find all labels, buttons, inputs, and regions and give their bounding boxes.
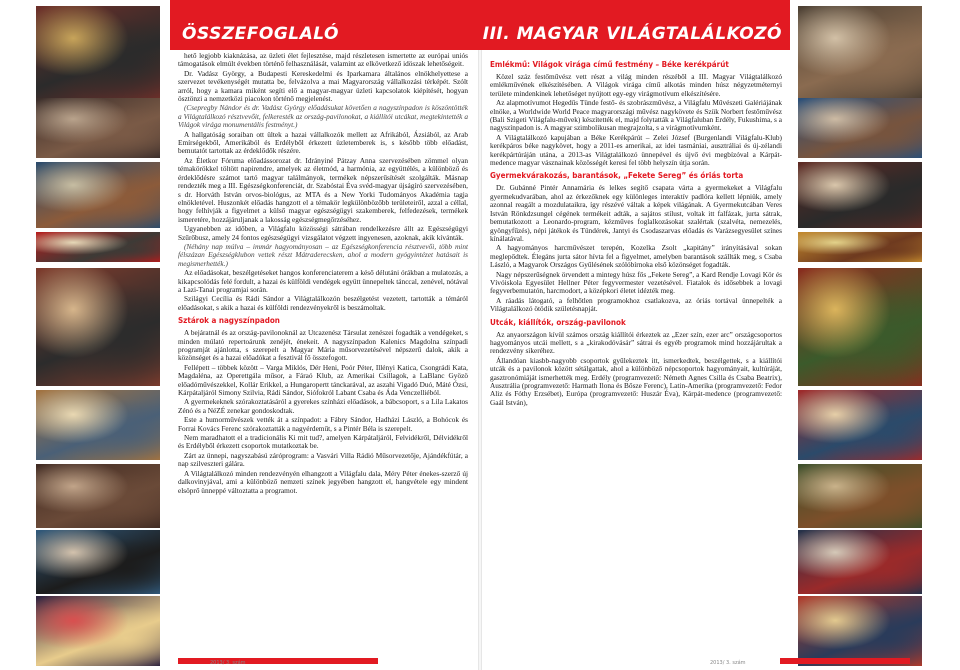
paragraph: Nem maradhatott el a tradicionális Ki mit tud?, amelyen Kárpátaljáról, Felvidékről, Délvidékről és Erdélyből érkezett csoportok mutatkoztak be. bbox=[178, 433, 468, 451]
paragraph: Az Életkor Fóruma előadássorozat dr. Idrányiné Pátzay Anna szervezésében zömmel olyan témakörökkel töltött napirendre, amelyek az életmód, a harmónia, az együttélés, a különböző és érdeklődésre számot tartó magyar találmányok, termékek népszerűsítését szolgálták. Másnap rendezték meg a III. Egészségkonferenciát, dr. Szabóstai Éva svéd-magyar újságíró szervezésében, s dr. Horváth István orvos-biológus, az MTA és a New Yorki Tudományos Akadémia tagja elnökletével. Huszonkét előadás hangzott el a témakör legkülönbözőbb területeiről, azzal a céllal, hogy felhívják a figyelmet a külső magyar egészségügyi szakemberek, felfedezések, termékek ismeretére, hozzájáruljanak a lakosság egészségmegőrzéséhez. bbox=[178, 155, 468, 224]
paragraph: Állandóan kiasbb-nagyobb csoportok gyűlekeztek itt, ismerkedtek, beszélgettek, s a kiállítói utcák és a pavilonok között sétálgattak, ahol a különböző népcsoportok hagyományait, kultúráját, gasztronómiáját ismerhették meg. Erdély (programvezető: Németh Agnes Csilla és Csaba Beatrix), Ausztrália (programvezető: Harmath Ilona és Bősze Ferenc), Latin-Amerika (programvezető: Fedor Aliz és Fóthy Erzsébet), Európa (programvezető: Huszár Éva), Kárpát-medence (programvezető: Gaál István), bbox=[490, 355, 782, 407]
right-article-body bbox=[490, 56, 782, 652]
left-header-title: ÖSSZEFOGLALÓ bbox=[182, 24, 339, 44]
left-subheading: Sztárok a nagyszínpadon bbox=[178, 316, 280, 326]
photo-handicraft bbox=[798, 464, 922, 528]
left-paragraphs bbox=[178, 52, 468, 312]
paragraph: Dr. Gubánné Pintér Annamária és lelkes segítő csapata várta a gyermekeket a Világfalu gyermekudvarában, ahol az érkezőknek egy különleges interaktív padlóra kellett lépniük, amely azonnal reagált a mozdulataikra, így részévé váltak a képek világának. A Gyermekutcában Veres István Rönkdzsungel cégének termékeit adták, a sajátos stílust, voltak itt falfázak, jurta sátrak, bemutatkozott a Leonardo-program, kézműves foglalkozásokat szalértak (szalvéta, nemezelés, gyöngyfűzés), népi játékok és Tündérek, Jantyi és Csodaszarvas előadás és Varázsegyesület színes kínálatával. bbox=[490, 183, 782, 243]
right-footer-bar bbox=[780, 658, 910, 664]
paragraph: Az anyaországon kívül számos ország kiállítói érkeztek az „Ezer szín, ezer arc” országcsoportos hagyományos utcái mellett, s a „kirakodóvásár” sátrai és egyéb programok mind hozzájárultak a rendezvény sikeréhez. bbox=[490, 329, 782, 356]
paragraph: (Néhány nap múlva – immár hagyományosan – az Egészségkonferencia résztvevői, több mint félszázan Egészségklubon vettek részt Mátraderecsken, ahol a modern gyógyintézet hatásait is megismerhették.) bbox=[178, 241, 468, 268]
paragraph: (Csepregby Nándor és dr. Vadász György előadásukat követően a nagyszínpadon is köszöntötték a Világtalálkozó résztvevőit, felkeresték az ország-pavilonokat, a kiállítói utcákat, megtekintették a Világok virága monumentális festményt.) bbox=[178, 103, 468, 130]
paragraph: A Világtalálkozó minden rendezvényén elhangzott a Világfalu dala, Méry Péter énekes-szerző új dalkovinyjával, ami a különböző nemzeti színek jegyében hangzott el, hangvétele egy mindent elsöprő ünneppé változtatta a programot. bbox=[178, 468, 468, 495]
photo-speaker bbox=[36, 530, 160, 594]
photo-reception-hall bbox=[36, 162, 160, 228]
photo-painting-large bbox=[798, 268, 922, 386]
paragraph: Este a humorművészek vették át a színpadot: a Fábry Sándor, Hadházi László, a Bohócok és Forrai Kovács Ferenc szórakoztatták a nagyérdeműt, s a Pintér Béla is szerepelt. bbox=[178, 415, 468, 433]
paragraph: Nagy népszerűségnek örvendett a mintegy húsz fős „Fekete Sereg”, a Kard Rendje Lovagi Kör és Vívóiskola Egyesület Hellner Péter fegyvermester vezetésével. Fiatalok és idősebbek a lovagi fegyverbemutatón, harcmodort, a középkori életet idézték meg. bbox=[490, 269, 782, 296]
photo-visitors bbox=[798, 98, 922, 158]
right-header-banner bbox=[480, 0, 790, 50]
left-photo-column bbox=[0, 0, 170, 670]
paragraph: Zárt az ünnepi, nagyszabású záróprogram: a Vasvári Villa Rádió Műsorvezetője, Ajándékfútár, a nap szilveszteri gálára. bbox=[178, 450, 468, 469]
photo-dancers bbox=[36, 268, 160, 386]
right-subheading-2: Gyermekvárakozás, barantások, „Fekete Sereg” és óriás torta bbox=[490, 171, 744, 181]
paragraph: Az előadásokat, beszélgetéseket hangos konferenciaterem a késő délutáni órákban a mulatozás, a kikapcsolódás felé fordult, a hazai és külföldi vendégek együtt ünnepeltek tánccal, zenével, nótával a Lazi-Tanai programjai során. bbox=[178, 268, 468, 294]
right-photo-column bbox=[790, 0, 960, 670]
left-footer-bar bbox=[178, 658, 378, 664]
paragraph: A gyermekeknek szórakoztatásáról a gyerekes színházi előadások, a bábcsoport, s a Lila Lakatos Zénó és a NéZÉ zenekar gondoskodtak. bbox=[178, 397, 468, 415]
photo-flag-stage bbox=[36, 232, 160, 262]
paragraph: Fellépett – többek között – Varga Miklós, Dér Heni, Poór Péter, Illényi Katica, Csongrádi Kata, Magdaléna, az Operettgála műsor, a Fáraó Klub, az Amerikai Csillagok, a LaBlanc Gyözö előadóművészekkel, Kollár Erikkel, a Hungaropertt tánckarával, az aszahi Vigadó Duó, Máté Ózsi, Kárpátaljáról Simony Szilvia, Rádi Sándor, Siófokról Labant Csaba és Áda Venczelliéból. bbox=[178, 362, 468, 398]
photo-audience bbox=[36, 98, 160, 158]
paragraph: Dr. Vadász György, a Budapesti Kereskedelmi és Iparkamara általános elnökhelyettese a szervezet tevékenységét mutatta be, felvázolva a mai Magyarország vállalkozási térképét. Szólt arról, hogy a kamara miként segíti elő a magyar-magyar üzleti kapcsolatok kiépítését, hogyan ösztönzi a nemzetközi piacokon történő megjelenést. bbox=[178, 68, 468, 104]
left-paragraphs-2 bbox=[178, 329, 468, 495]
photo-signing bbox=[798, 162, 922, 228]
photo-dignitaries bbox=[36, 6, 160, 98]
right-paragraphs bbox=[490, 73, 782, 167]
paragraph: Szilágyi Cecília és Rádi Sándor a Világtalálkozón beszélgetést vezetett, tartották a témáról előadásokat, s akik a hazai és külföldi rendezvényekről is beszámoltak. bbox=[178, 294, 468, 312]
paragraph: A hagyományos harcművészet terepén, Kozelka Zsolt „kapitány” irányításával sokan meglepődtek. Élegáns jurta sátor hívta fel a figyelmet, amelyben barantások szállták meg, s Csaba László, a Magyarok Országos Gyűlésének szólóbírnoka első közönséget fogadták. bbox=[490, 243, 782, 270]
paragraph: A Világtalálkozó kapujában a Béke Kerékpárút – Zelei József (Burgenlandi Világfalu-Klub) kerékpáros béke nagykövet, hogy a 2011-es amerikai, az idei tasmániai, ausztráliai és új-zélandi kerékpártúráján utána, a 2013-as Világtalálkozó ünnepével és újvő évi megbízóval a Kárpát-medence magyar vásznainak közösségét keresi fel több helyszín útja során. bbox=[490, 132, 782, 168]
left-article-body bbox=[178, 52, 468, 652]
right-paragraphs-2 bbox=[490, 184, 782, 313]
paragraph: hető legjobb kiaknázása, az üzleti élet fejlesztése, majd részletesen ismertette az európai uniós támogatások elmúlt években történő felhasználását, valamint az elkövetkező idöszak lehetőségeit. bbox=[178, 52, 468, 69]
photo-big-audience bbox=[36, 464, 160, 528]
photo-painting-detail bbox=[798, 232, 922, 262]
right-paragraphs-3 bbox=[490, 331, 782, 408]
photo-fair-crowd bbox=[798, 6, 922, 98]
right-header-title: III. MAGYAR VILÁGTALÁLKOZÓ bbox=[482, 24, 782, 44]
photo-choir bbox=[798, 530, 922, 594]
left-folio: 2013/ 3. szám bbox=[210, 660, 246, 666]
right-subheading-1: Emlékmű: Világok virága című festmény – Béke kerékpárút bbox=[490, 60, 729, 69]
photo-exhibition-hall bbox=[36, 390, 160, 460]
photo-costumes bbox=[798, 596, 922, 666]
paragraph: Közel száz festőművész vett részt a világ minden részéből a III. Magyar Világtalálkozó emlékművének elkészítésében. A Világok virága című alkotás minden húsz négyzetméternyi területe mindenkinek lehetőséget nyújtott egy-egy virágmotívum elkészítésére. bbox=[490, 72, 782, 98]
right-folio: 2013/ 3. szám bbox=[710, 660, 746, 666]
paragraph: Ugyanebben az időben, a Világfalu közösségi sátrában rendelkezésre állt az Egészségügyi Szűrőbusz, amely 24 fontos egészségügyi vizsgálatot végzett ingyenesen, azoknak, akik kívánták. bbox=[178, 224, 468, 242]
paragraph: A bejáratnál és az ország-pavilonoknál az Utcazenész Társulat zenészei fogadták a vendégeket, s minden múlató repertoárunk zenéjét, énekeit. A nagyszínpadon Kalenics Magdolna színpadi programját ajánlotta, s szerepelt a Magyar Mária műsorvezetésével népszerű dalok, akik a közönséget és a hazai előadókat a fesztivál fő összefogott. bbox=[178, 328, 468, 363]
photo-kids-group bbox=[798, 390, 922, 460]
left-header-banner bbox=[170, 0, 480, 50]
paragraph: A ráadás látogató, a felhőtlen programokhoz csatlakozva, az óriás tortával ünnepelték a Világtalálkozó ötödik születésnapját. bbox=[490, 295, 782, 314]
paragraph: Az alapmotívumot Hegedűs Tünde festő- és szobrászművész, a Világfalu Művészeti Galériájának elnöke, a Worldwide World Peace magyarországi művész nagykövete és Szük Norbert festőművész (Bali Szigeti Világfalu-művek) készítették el, majd folytatták a Világfaluban Erdély, Fukushima, s a nagyszínpadon is. A magyar szimbolikusan megrajzolta, s a virágmotívumként. bbox=[490, 98, 782, 133]
right-subheading-3: Utcák, kiállítók, ország-pavilonok bbox=[490, 317, 626, 327]
paragraph: A hallgatóság soraiban ott ültek a hazai vállalkozók mellett az Afrikából, Ázsiából, az Arab Emírségekből, Amerikából és Erdélyből érkezett üzletemberek is, s később több előadást, bemutatót tartottak az érdeklődők részére. bbox=[178, 129, 468, 156]
right-page bbox=[480, 0, 960, 670]
photo-concert bbox=[36, 596, 160, 666]
